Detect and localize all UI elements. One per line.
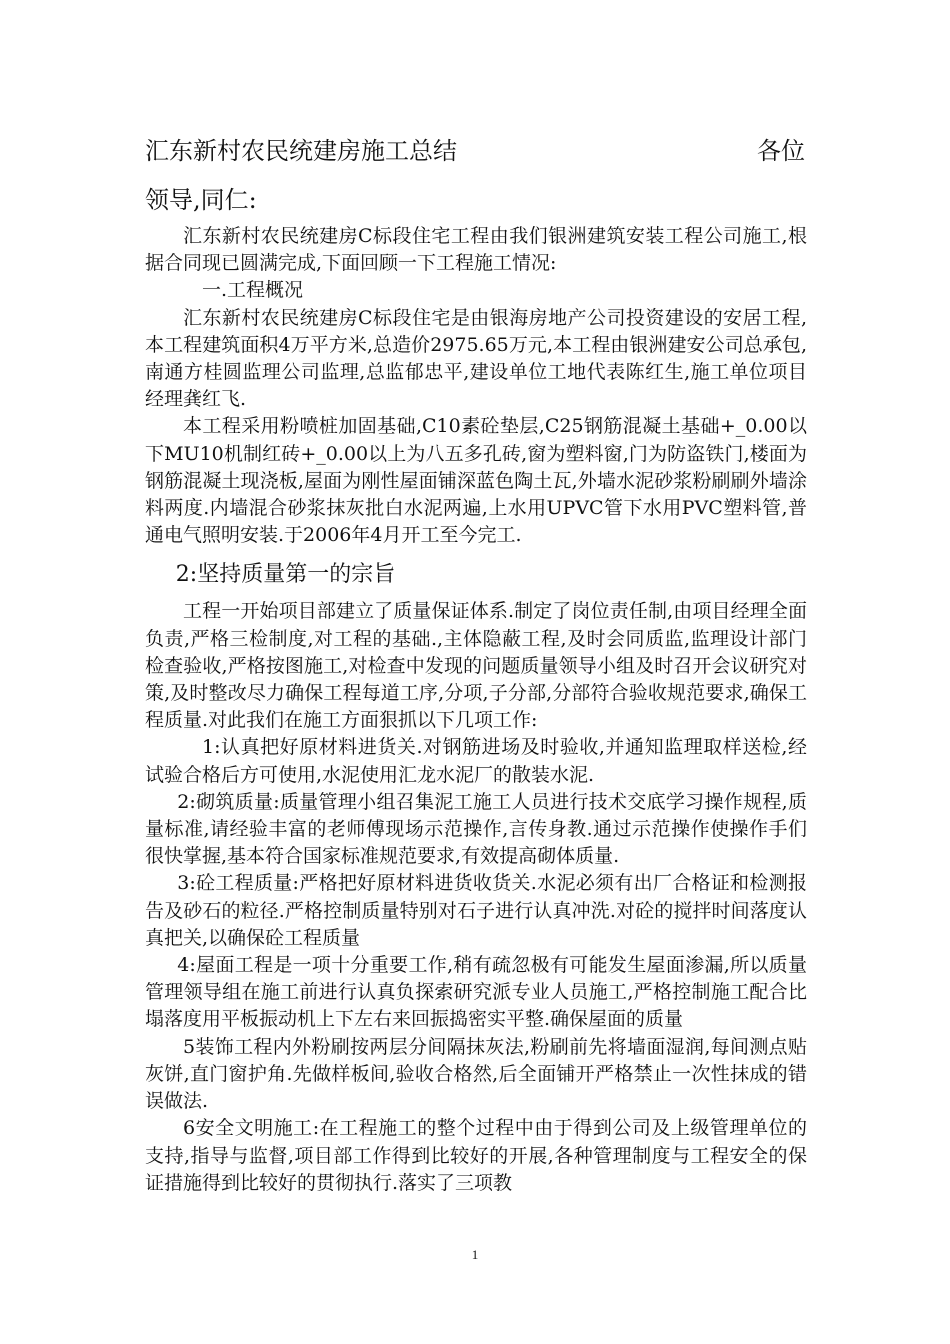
list-item-3: 3:砼工程质量:严格把好原材料进货收货关.水泥必须有出厂合格证和检测报告及砂石的粒径.严格控制质量特别对石子进行认真冲洗.对砼的搅拌时间落度认真把关,以确保砼工程质量 — [145, 872, 807, 949]
list-item-6: 6安全文明施工:在工程施工的整个过程中由于得到公司及上级管理单位的支持,指导与监督,项目部工作得到比较好的开展,各种管理制度与工程安全的保证措施得到比较好的贯彻执行.落实了三项教 — [145, 1117, 807, 1194]
section1-paragraph-1: 汇东新村农民统建房C标段住宅是由银海房地产公司投资建设的安居工程,本工程建筑面积4万平方米,总造价2975.65万元,本工程由银洲建安公司总承包,南通方桂圆监理公司监理,总监郁忠平,建设单位工地代表陈红生,施工单位项目经理龚红飞. — [145, 306, 807, 411]
list-item-2: 2:砌筑质量:质量管理小组召集泥工施工人员进行技术交底学习操作规程,质量标准,请经验丰富的老师傅现场示范操作,言传身教.通过示范操作使操作手们很快掌握,基本符合国家标准规范要求,有效提高砌体质量. — [145, 790, 807, 868]
section1-heading: 一.工程概况 — [202, 279, 304, 302]
list-item-1: 1:认真把好原材料进货关.对钢筋进场及时验收,并通知监理取样送检,经试验合格后方可使用,水泥使用汇龙水泥厂的散装水泥. — [145, 736, 807, 786]
page-number: 1 — [471, 1247, 479, 1262]
salutation-part1: 各位 — [757, 137, 805, 165]
salutation-part2: 领导,同仁: — [145, 186, 257, 214]
title-line — [145, 134, 805, 168]
salutation-line — [145, 183, 257, 217]
section1-paragraph-2: 本工程采用粉喷桩加固基础,C10素砼垫层,C25钢筋混凝土基础+_0.00以下MU10机制红砖+_0.00以上为八五多孔砖,窗为塑料窗,门为防盗铁门,楼面为钢筋混凝土现浇板,屋面为刚性屋面铺深蓝色陶土瓦,外墙水泥砂浆粉刷刷外墙涂料两度.内墙混合砂浆抹灰批白水泥两遍,上水用UPVC管下水用PVC塑料管,普通电气照明安装.于2006年4月开工至今完工. — [145, 415, 807, 547]
document-body — [145, 223, 807, 1197]
list-item-4: 4:屋面工程是一项十分重要工作,稍有疏忽极有可能发生屋面渗漏,所以质量管理领导组在施工前进行认真负探索研究派专业人员施工,严格控制施工配合比塌落度用平板振动机上下左右来回振捣密实平整.确保屋面的质量 — [145, 954, 807, 1031]
section2-heading: 2:坚持质量第一的宗旨 — [175, 562, 396, 588]
document-title: 汇东新村农民统建房施工总结 — [145, 137, 457, 165]
intro-paragraph: 汇东新村农民统建房C标段住宅工程由我们银洲建筑安装工程公司施工,根据合同现已圆满完成,下面回顾一下工程施工情况: — [145, 225, 807, 275]
section2-paragraph-1: 工程一开始项目部建立了质量保证体系.制定了岗位责任制,由项目经理全面负责,严格三检制度,对工程的基础.,主体隐蔽工程,及时会同质监,监理设计部门检查验收,严格按图施工,对检查中发现的问题质量领导小组及时召开会议研究对策,及时整改尽力确保工程每道工序,分项,子分部,分部符合验收规范要求,确保工程质量.对此我们在施工方面狠抓以下几项工作: — [145, 600, 807, 732]
list-item-5: 5装饰工程内外粉刷按两层分间隔抹灰法,粉刷前先将墙面湿润,每间测点贴灰饼,直门窗护角.先做样板间,验收合格然,后全面铺开严格禁止一次性抹成的错误做法. — [145, 1035, 807, 1113]
